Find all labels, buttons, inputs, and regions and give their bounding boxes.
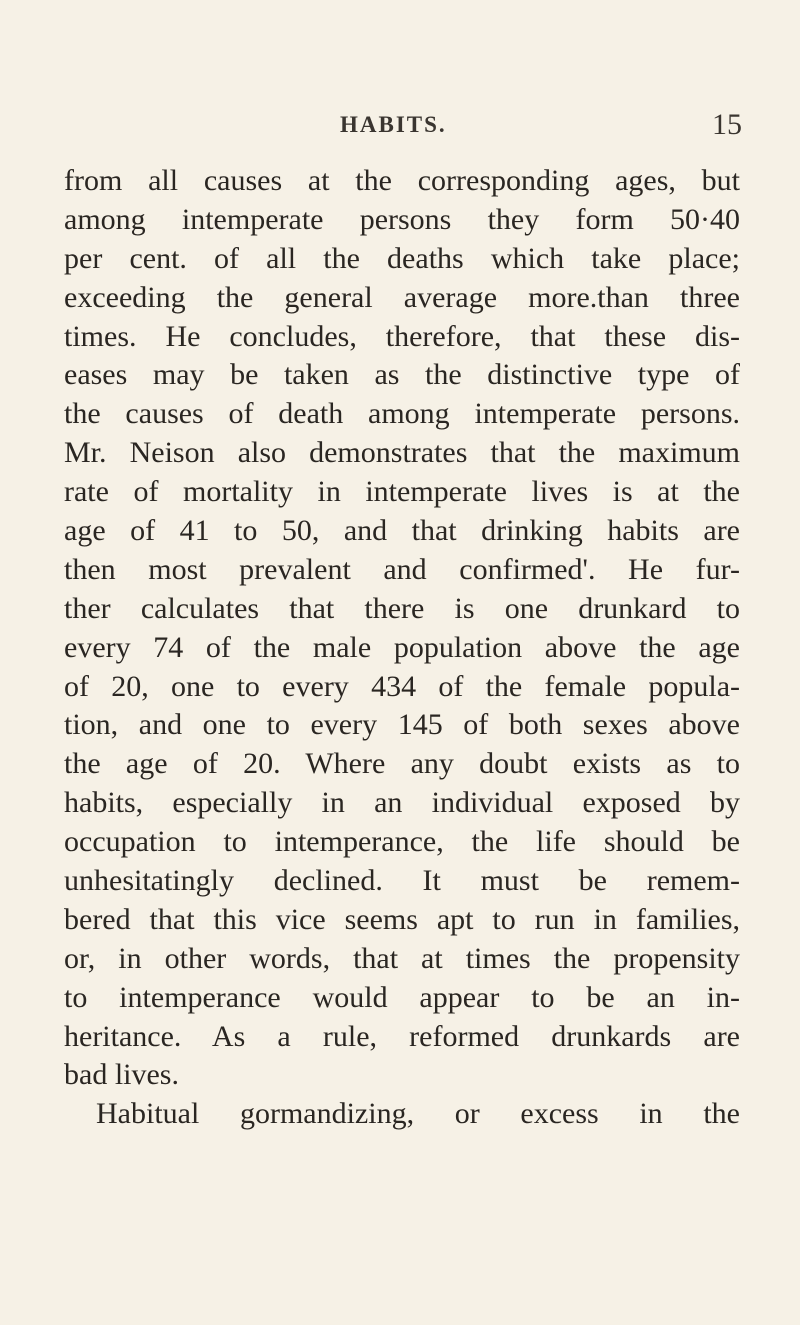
text-line: bad lives.: [64, 1058, 179, 1092]
page-number: 15: [712, 108, 742, 141]
text-line: bered that this vice seems apt to run in families,: [64, 902, 740, 936]
text-line: times. He concludes, therefore, that these dis-: [64, 319, 740, 353]
text-line: Mr. Neison also demonstrates that the maximum: [64, 436, 740, 470]
text-line: then most prevalent and confirmed'. He fur-: [64, 552, 740, 586]
text-line: ther calculates that there is one drunkard to: [64, 591, 740, 625]
text-line: every 74 of the male population above the age: [64, 630, 740, 664]
text-line: among intemperate persons they form 50·40: [64, 202, 740, 236]
text-line: Habitual gormandizing, or excess in the: [96, 1097, 740, 1131]
text-line: habits, especially in an individual exposed by: [64, 786, 740, 820]
text-line: or, in other words, that at times the propensity: [64, 941, 740, 975]
text-line: the causes of death among intemperate persons.: [64, 397, 740, 431]
running-head: [0, 108, 800, 148]
text-line: eases may be taken as the distinctive type of: [64, 358, 740, 392]
running-head-title: HABITS.: [340, 112, 447, 137]
text-line: unhesitatingly declined. It must be remem-: [64, 864, 740, 898]
body-text: [64, 162, 740, 1134]
text-line: of 20, one to every 434 of the female popula-: [64, 669, 740, 703]
text-line: tion, and one to every 145 of both sexes above: [64, 708, 740, 742]
text-line: age of 41 to 50, and that drinking habits are: [64, 514, 740, 548]
text-line: from all causes at the corresponding ages, but: [64, 164, 740, 197]
text-line: the age of 20. Where any doubt exists as to: [64, 747, 740, 781]
text-line: to intemperance would appear to be an in-: [64, 980, 740, 1014]
text-line: exceeding the general average more.than three: [64, 280, 740, 314]
text-line: per cent. of all the deaths which take place;: [64, 241, 740, 275]
text-line: heritance. As a rule, reformed drunkards are: [64, 1019, 740, 1053]
text-line: rate of mortality in intemperate lives is at the: [64, 475, 740, 509]
text-line: occupation to intemperance, the life should be: [64, 825, 740, 859]
